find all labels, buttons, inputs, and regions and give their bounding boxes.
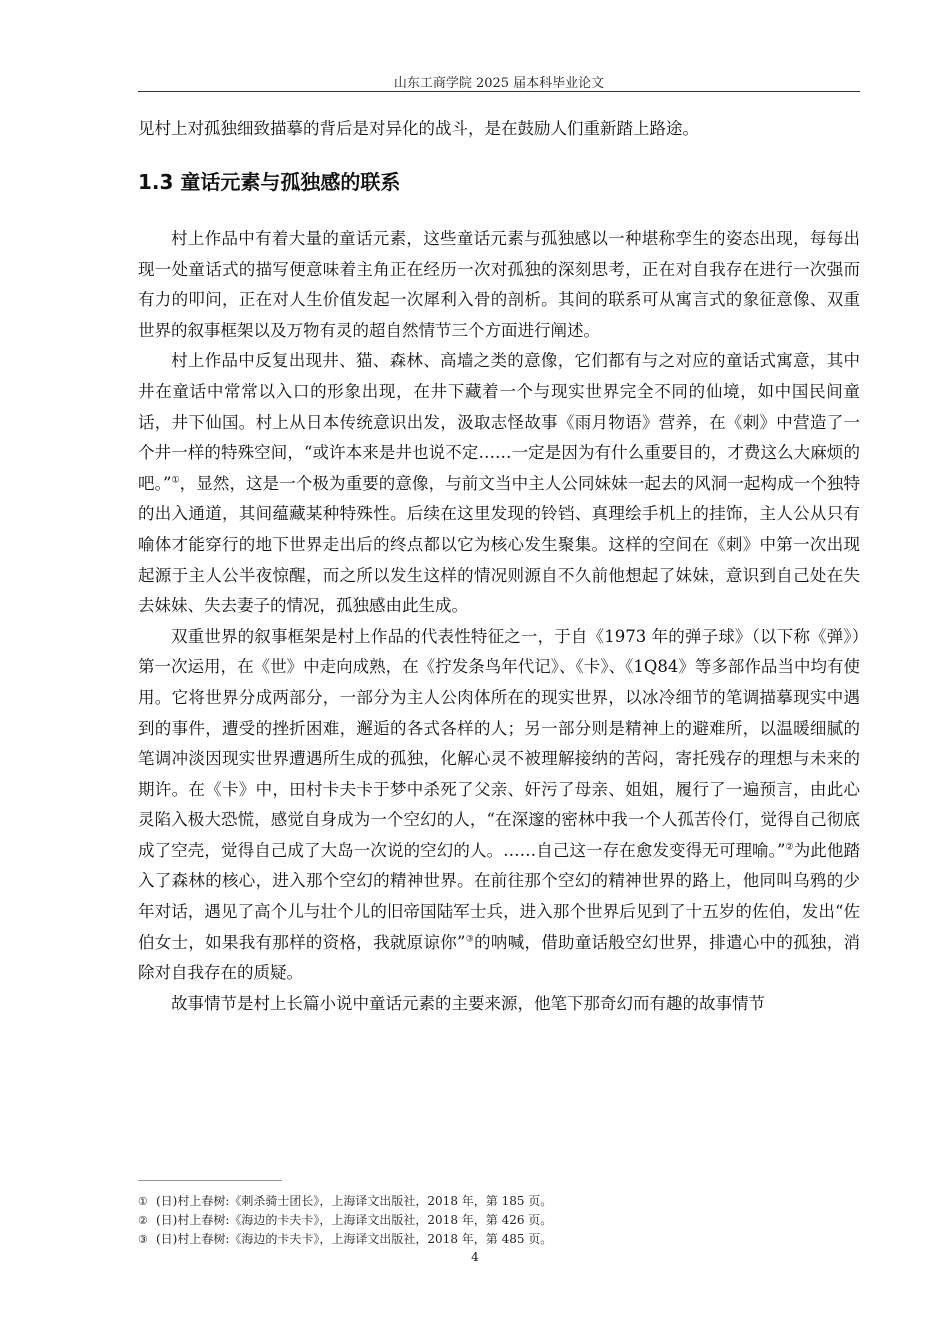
footnote-3-mark: ③ (138, 1233, 148, 1246)
lead-paragraph: 见村上对孤独细致描摹的背后是对异化的战斗，是在鼓励人们重新踏上路途。 (138, 119, 699, 138)
footnote-ref-3[interactable]: ③ (465, 934, 475, 945)
running-header: 山东工商学院 2025 届本科毕业论文 (393, 76, 605, 91)
paragraph-2-part-a: 村上作品中反复出现井、猫、森林、高墙之类的意像，它们都有与之对应的童话式寓意，其中井在童话中常常以入口的形象出现，在井下藏着一个与现实世界完全不同的仙境，如中国民间童话，井下仙国。村上从日本传统意识出发，汲取志怪故事《雨月物语》营养，在《刺》中营造了一个井一样的特殊空间，“或许本来是井也说不定……一定是因为有什么重要目的，才费这么大麻烦的吧。” (138, 351, 860, 493)
lead-text-block (138, 114, 860, 145)
paragraph-4: 故事情节是村上长篇小说中童话元素的主要来源，他笔下那奇幻而有趣的故事情节 (171, 993, 765, 1013)
paragraph-3-part-b: 为此他踏入了森林的核心，进入那个空幻的精神世界。在前往那个空幻的精神世界的路上，他同叫乌鸦的少年对话，遇见了高个儿与壮个儿的旧帝国陆军士兵，进入那个世界后见到了十五岁的佐伯，发出“佐伯女士，如果我有那样的资格，我就原谅你” (138, 840, 860, 952)
paragraph-3-part-a: 双重世界的叙事框架是村上作品的代表性特征之一，于自《1973 年的弹子球》（以下称《弹》）第一次运用，在《世》中走向成熟，在《拧发条鸟年代记》、《卡》、《1Q84》等多部作品当中均有使用。它将世界分成两部分，一部分为主人公肉体所在的现实世界，以冰冷细节的笔调描摹现实中遇到的事件，遭受的挫折困难，邂逅的各式各样的人；另一部分则是精神上的避难所，以温暖细腻的笔调冲淡因现实世界遭遇所生成的孤独，化解心灵不被理解接纳的苦闷，寄托残存的理想与未来的期许。在《卡》中，田村卡夫卡于梦中杀死了父亲、奸污了母亲、姐姐，履行了一遍预言，由此心灵陷入极大恐慌，感觉自身成为一个空幻的人，“在深邃的密林中我一个人孤苦伶仃，觉得自己彻底成了空壳，觉得自己成了大岛一次说的空幻的人。……自己这一存在愈发变得无可理喻。” (138, 626, 860, 860)
footnote-ref-1[interactable]: ① (171, 475, 180, 486)
footnote-1 (138, 1192, 860, 1211)
footnote-2 (138, 1211, 860, 1230)
footnote-3-text: (日)村上春树:《海边的卡夫卡》，上海译文出版社，2018 年，第 485 页。 (156, 1232, 553, 1246)
footnote-2-text: (日)村上春树:《海边的卡夫卡》，上海译文出版社，2018 年，第 426 页。 (156, 1213, 553, 1227)
footnotes (138, 1192, 860, 1249)
page-number: 4 (471, 1250, 479, 1264)
footnote-ref-2[interactable]: ② (785, 842, 794, 853)
section-heading: 1.3 童话元素与孤独感的联系 (138, 170, 401, 194)
paragraph-1: 村上作品中有着大量的童话元素，这些童话元素与孤独感以一种堪称孪生的姿态出现，每每出现一处童话式的描写便意味着主角正在经历一次对孤独的深刻思考，正在对自我存在进行一次强而有力的叩问，正在对人生价值发起一次犀利入骨的剖析。其间的联系可从寓言式的象征意像、双重世界的叙事框架以及万物有灵的超自然情节三个方面进行阐述。 (138, 229, 860, 340)
paragraph-3 (138, 622, 860, 989)
main-text-block (138, 224, 860, 1019)
footnote-3 (138, 1230, 860, 1249)
paragraph-3-part-c: 的呐喊，借助童话般空幻世界，排遣心中的孤独，消除对自我存在的质疑。 (138, 932, 860, 983)
footnote-1-mark: ① (138, 1195, 148, 1208)
paragraph-2-part-b: ，显然，这是一个极为重要的意像，与前文当中主人公同妹妹一起去的风洞一起构成一个独特的出入通道，其间蕴藏某种特殊性。后续在这里发现的铃铛、真理绘手机上的挂饰，主人公从只有喻体才能穿行的地下世界走出后的终点都以它为核心发生聚集。这样的空间在《刺》中第一次出现起源于主人公半夜惊醒，而之所以发生这样的情况则源自不久前他想起了妹妹，意识到自己处在失去妹妹、失去妻子的情况，孤独感由此生成。 (138, 473, 861, 616)
footnote-1-text: (日)村上春树:《刺杀骑士团长》，上海译文出版社，2018 年，第 185 页。 (156, 1194, 553, 1208)
footnote-2-mark: ② (138, 1214, 148, 1227)
footnote-rule (138, 1180, 282, 1181)
paragraph-2 (138, 346, 860, 621)
header-rule (138, 91, 860, 92)
